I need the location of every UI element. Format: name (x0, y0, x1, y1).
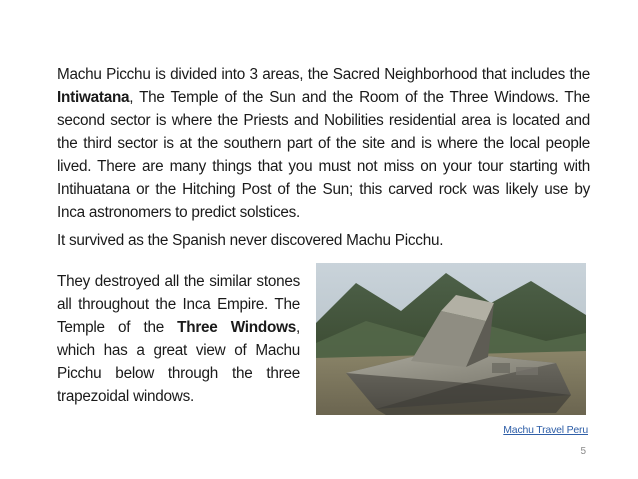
survival-paragraph: It survived as the Spanish never discovered Machu Picchu. (57, 232, 444, 249)
temple-text-part2: , which has a great view of Machu Picchu below through the three trapezoidal windows. (57, 319, 300, 405)
source-link-machu-travel-peru[interactable]: Machu Travel Peru (503, 424, 588, 436)
intro-text-part2: , The Temple of the Sun and the Room of the Three Windows. The second sector is where the Priests and Nobilities residential area is located and the third sector is at the southern part of the site and is where the local people lived. There are many things that you must not miss on your tour starting with Intihuatana or the Hitching Post of the Sun; this carved rock was likely use by Inca astronomers to predict solstices. (57, 89, 590, 221)
intro-text-part1: Machu Picchu is divided into 3 areas, the Sacred Neighborhood that includes the (57, 66, 590, 83)
intro-paragraph (57, 63, 590, 224)
temple-paragraph (57, 270, 300, 408)
page-number: 5 (580, 446, 586, 457)
three-windows-bold-term: Three Windows (177, 319, 296, 336)
temple-text-part1: They destroyed all the similar stones all throughout the Inca Empire. The Temple of the (57, 273, 300, 336)
intiwatana-bold-term: Intiwatana (57, 89, 130, 106)
intihuatana-stone-photo (316, 263, 586, 415)
